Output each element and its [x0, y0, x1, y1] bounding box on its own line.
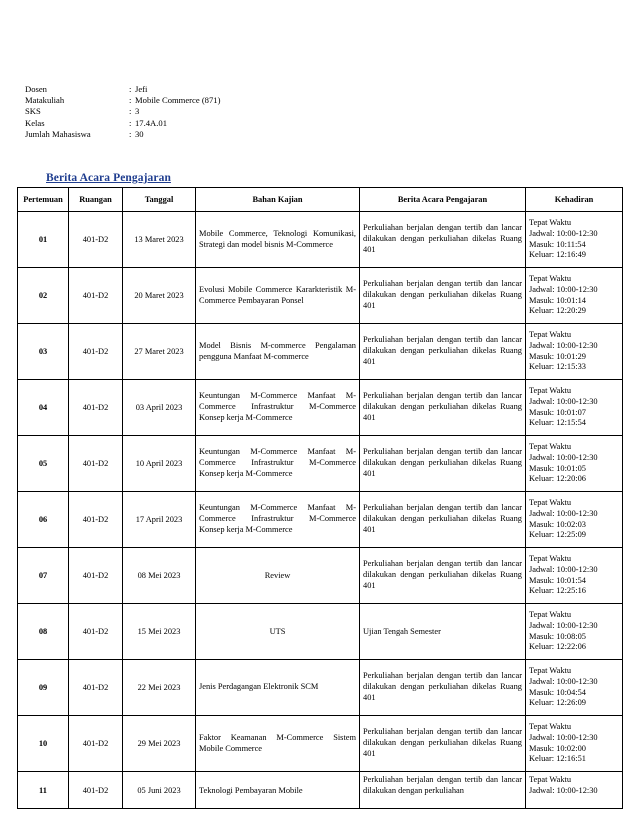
cell-bahan-kajian: Keuntungan M-Commerce Manfaat M-Commerce Infrastruktur M-Commerce Konsep kerja M-Commerce [196, 492, 360, 548]
info-value: Mobile Commerce (871) [135, 95, 221, 106]
attendance-schedule: Jadwal: 10:00-12:30 [529, 396, 598, 406]
attendance-schedule: Jadwal: 10:00-12:30 [529, 785, 598, 795]
info-label: Dosen [25, 84, 47, 94]
attendance-schedule: Jadwal: 10:00-12:30 [529, 228, 598, 238]
attendance-schedule: Jadwal: 10:00-12:30 [529, 284, 598, 294]
cell-berita-acara: Perkuliahan berjalan dengan tertib dan lancar dilakukan dengan perkuliahan dikelas Ruang 401 [360, 716, 526, 772]
cell-berita-acara: Perkuliahan berjalan dengan tertib dan lancar dilakukan dengan perkuliahan dikelas Ruang 401 [360, 212, 526, 268]
cell-tanggal: 13 Maret 2023 [123, 212, 196, 268]
header-tanggal: Tanggal [123, 188, 196, 212]
cell-tanggal: 08 Mei 2023 [123, 548, 196, 604]
attendance-status: Tepat Waktu [529, 721, 572, 731]
info-row [25, 95, 220, 106]
cell-kehadiran [526, 268, 623, 324]
section-title: Berita Acara Pengajaran [46, 172, 171, 184]
table-header-row [18, 188, 623, 212]
cell-ruangan: 401-D2 [69, 212, 123, 268]
info-separator: : [129, 128, 132, 139]
cell-bahan-kajian: UTS [196, 604, 360, 660]
attendance-in: Masuk: 10:02:00 [529, 743, 586, 753]
cell-tanggal: 22 Mei 2023 [123, 660, 196, 716]
cell-ruangan: 401-D2 [69, 324, 123, 380]
attendance-schedule: Jadwal: 10:00-12:30 [529, 620, 598, 630]
cell-kehadiran [526, 660, 623, 716]
info-label: Jumlah Mahasiswa [25, 128, 91, 139]
table-row [18, 772, 623, 809]
cell-pertemuan: 03 [18, 324, 69, 380]
attendance-out: Keluar: 12:20:29 [529, 306, 586, 316]
cell-bahan-kajian: Jenis Perdagangan Elektronik SCM [196, 660, 360, 716]
info-separator: : [129, 84, 132, 94]
table-row [18, 492, 623, 548]
attendance-status: Tepat Waktu [529, 329, 572, 339]
attendance-in: Masuk: 10:11:54 [529, 239, 586, 249]
cell-berita-acara: Perkuliahan berjalan dengan tertib dan lancar dilakukan dengan perkuliahan dikelas Ruang 401 [360, 268, 526, 324]
cell-bahan-kajian: Evolusi Mobile Commerce Kararkteristik M-Commerce Pembayaran Ponsel [196, 268, 360, 324]
attendance-schedule: Jadwal: 10:00-12:30 [529, 676, 598, 686]
attendance-out: Keluar: 12:22:06 [529, 642, 586, 652]
cell-pertemuan: 01 [18, 212, 69, 268]
header-berita-acara: Berita Acara Pengajaran [360, 188, 526, 212]
cell-ruangan: 401-D2 [69, 548, 123, 604]
attendance-status: Tepat Waktu [529, 665, 572, 675]
cell-tanggal: 05 Juni 2023 [123, 772, 196, 809]
cell-tanggal: 29 Mei 2023 [123, 716, 196, 772]
info-value: Jefi [135, 84, 148, 94]
attendance-in: Masuk: 10:01:14 [529, 295, 586, 305]
table-row [18, 212, 623, 268]
attendance-schedule: Jadwal: 10:00-12:30 [529, 340, 598, 350]
info-label: SKS [25, 106, 41, 117]
cell-kehadiran [526, 548, 623, 604]
cell-berita-acara: Perkuliahan berjalan dengan tertib dan lancar dilakukan dengan perkuliahan [360, 772, 526, 809]
cell-kehadiran [526, 772, 623, 809]
cell-tanggal: 20 Maret 2023 [123, 268, 196, 324]
attendance-in: Masuk: 10:04:54 [529, 687, 586, 697]
cell-ruangan: 401-D2 [69, 604, 123, 660]
table-row [18, 380, 623, 436]
info-value: 17.4A.01 [135, 117, 167, 128]
attendance-status: Tepat Waktu [529, 553, 572, 563]
attendance-status: Tepat Waktu [529, 775, 572, 784]
table-row [18, 716, 623, 772]
cell-berita-acara: Ujian Tengah Semester [360, 604, 526, 660]
cell-berita-acara: Perkuliahan berjalan dengan tertib dan lancar dilakukan dengan perkuliahan dikelas Ruang 401 [360, 324, 526, 380]
header-kehadiran: Kehadiran [526, 188, 623, 212]
cell-pertemuan: 02 [18, 268, 69, 324]
info-row [25, 84, 220, 95]
cell-kehadiran [526, 324, 623, 380]
course-info [25, 84, 220, 140]
cell-pertemuan: 06 [18, 492, 69, 548]
info-separator: : [129, 95, 132, 106]
cell-bahan-kajian: Model Bisnis M-commerce Pengalaman pengguna Manfaat M-commerce [196, 324, 360, 380]
cell-kehadiran [526, 492, 623, 548]
cell-tanggal: 15 Mei 2023 [123, 604, 196, 660]
attendance-status: Tepat Waktu [529, 273, 572, 283]
attendance-in: Masuk: 10:01:29 [529, 351, 586, 361]
cell-kehadiran [526, 604, 623, 660]
attendance-status: Tepat Waktu [529, 217, 572, 227]
cell-pertemuan: 05 [18, 436, 69, 492]
table-row [18, 268, 623, 324]
info-value: 30 [135, 128, 144, 139]
cell-bahan-kajian: Keuntungan M-Commerce Manfaat M-Commerce Infrastruktur M-Commerce Konsep kerja M-Commerce [196, 436, 360, 492]
attendance-schedule: Jadwal: 10:00-12:30 [529, 452, 598, 462]
info-row [25, 129, 220, 140]
table-row [18, 548, 623, 604]
attendance-schedule: Jadwal: 10:00-12:30 [529, 508, 598, 518]
attendance-status: Tepat Waktu [529, 609, 572, 619]
attendance-out: Keluar: 12:15:33 [529, 362, 586, 372]
header-ruangan: Ruangan [69, 188, 123, 212]
info-value: 3 [135, 106, 140, 117]
attendance-schedule: Jadwal: 10:00-12:30 [529, 564, 598, 574]
header-bahan-kajian: Bahan Kajian [196, 188, 360, 212]
table-row [18, 604, 623, 660]
attendance-out: Keluar: 12:15:54 [529, 418, 586, 428]
attendance-out: Keluar: 12:25:16 [529, 586, 586, 596]
cell-ruangan: 401-D2 [69, 772, 123, 809]
cell-kehadiran [526, 436, 623, 492]
cell-bahan-kajian: Faktor Keamanan M-Commerce Sistem Mobile Commerce [196, 716, 360, 772]
cell-pertemuan: 07 [18, 548, 69, 604]
header-pertemuan: Pertemuan [18, 188, 69, 212]
attendance-status: Tepat Waktu [529, 497, 572, 507]
cell-tanggal: 27 Maret 2023 [123, 324, 196, 380]
cell-berita-acara: Perkuliahan berjalan dengan tertib dan lancar dilakukan dengan perkuliahan dikelas Ruang 401 [360, 436, 526, 492]
cell-pertemuan: 08 [18, 604, 69, 660]
table-row [18, 324, 623, 380]
cell-bahan-kajian: Teknologi Pembayaran Mobile [196, 772, 360, 809]
cell-bahan-kajian: Mobile Commerce, Teknologi Komunikasi, Strategi dan model bisnis M-Commerce [196, 212, 360, 268]
cell-pertemuan: 04 [18, 380, 69, 436]
cell-bahan-kajian: Review [196, 548, 360, 604]
attendance-out: Keluar: 12:20:06 [529, 474, 586, 484]
cell-ruangan: 401-D2 [69, 492, 123, 548]
attendance-in: Masuk: 10:02:03 [529, 519, 586, 529]
info-separator: : [129, 117, 132, 128]
attendance-schedule: Jadwal: 10:00-12:30 [529, 732, 598, 742]
info-label: Kelas [25, 117, 45, 128]
attendance-in: Masuk: 10:01:07 [529, 407, 586, 417]
teaching-record-table [17, 187, 623, 809]
attendance-out: Keluar: 12:25:09 [529, 530, 586, 540]
table-row [18, 660, 623, 716]
attendance-in: Masuk: 10:01:54 [529, 575, 586, 585]
cell-pertemuan: 09 [18, 660, 69, 716]
cell-berita-acara: Perkuliahan berjalan dengan tertib dan lancar dilakukan dengan perkuliahan dikelas Ruang 401 [360, 548, 526, 604]
info-row [25, 106, 220, 117]
cell-ruangan: 401-D2 [69, 716, 123, 772]
info-row [25, 118, 220, 129]
cell-pertemuan: 10 [18, 716, 69, 772]
attendance-in: Masuk: 10:08:05 [529, 631, 586, 641]
info-label: Matakuliah [25, 95, 65, 106]
info-separator: : [129, 106, 132, 117]
attendance-out: Keluar: 12:16:49 [529, 250, 586, 260]
table-row [18, 436, 623, 492]
cell-pertemuan: 11 [18, 772, 69, 809]
attendance-out: Keluar: 12:26:09 [529, 698, 586, 708]
cell-bahan-kajian: Keuntungan M-Commerce Manfaat M-Commerce Infrastruktur M-Commerce Konsep kerja M-Commerce [196, 380, 360, 436]
cell-kehadiran [526, 380, 623, 436]
cell-ruangan: 401-D2 [69, 660, 123, 716]
attendance-in: Masuk: 10:01:05 [529, 463, 586, 473]
cell-ruangan: 401-D2 [69, 268, 123, 324]
attendance-out: Keluar: 12:16:51 [529, 754, 586, 764]
attendance-status: Tepat Waktu [529, 385, 572, 395]
cell-berita-acara: Perkuliahan berjalan dengan tertib dan lancar dilakukan dengan perkuliahan dikelas Ruang 401 [360, 492, 526, 548]
cell-ruangan: 401-D2 [69, 380, 123, 436]
cell-berita-acara: Perkuliahan berjalan dengan tertib dan lancar dilakukan dengan perkuliahan dikelas Ruang 401 [360, 380, 526, 436]
cell-tanggal: 03 April 2023 [123, 380, 196, 436]
cell-ruangan: 401-D2 [69, 436, 123, 492]
cell-kehadiran [526, 716, 623, 772]
cell-tanggal: 10 April 2023 [123, 436, 196, 492]
cell-berita-acara: Perkuliahan berjalan dengan tertib dan lancar dilakukan dengan perkuliahan dikelas Ruang 401 [360, 660, 526, 716]
cell-kehadiran [526, 212, 623, 268]
attendance-status: Tepat Waktu [529, 441, 572, 451]
cell-tanggal: 17 April 2023 [123, 492, 196, 548]
